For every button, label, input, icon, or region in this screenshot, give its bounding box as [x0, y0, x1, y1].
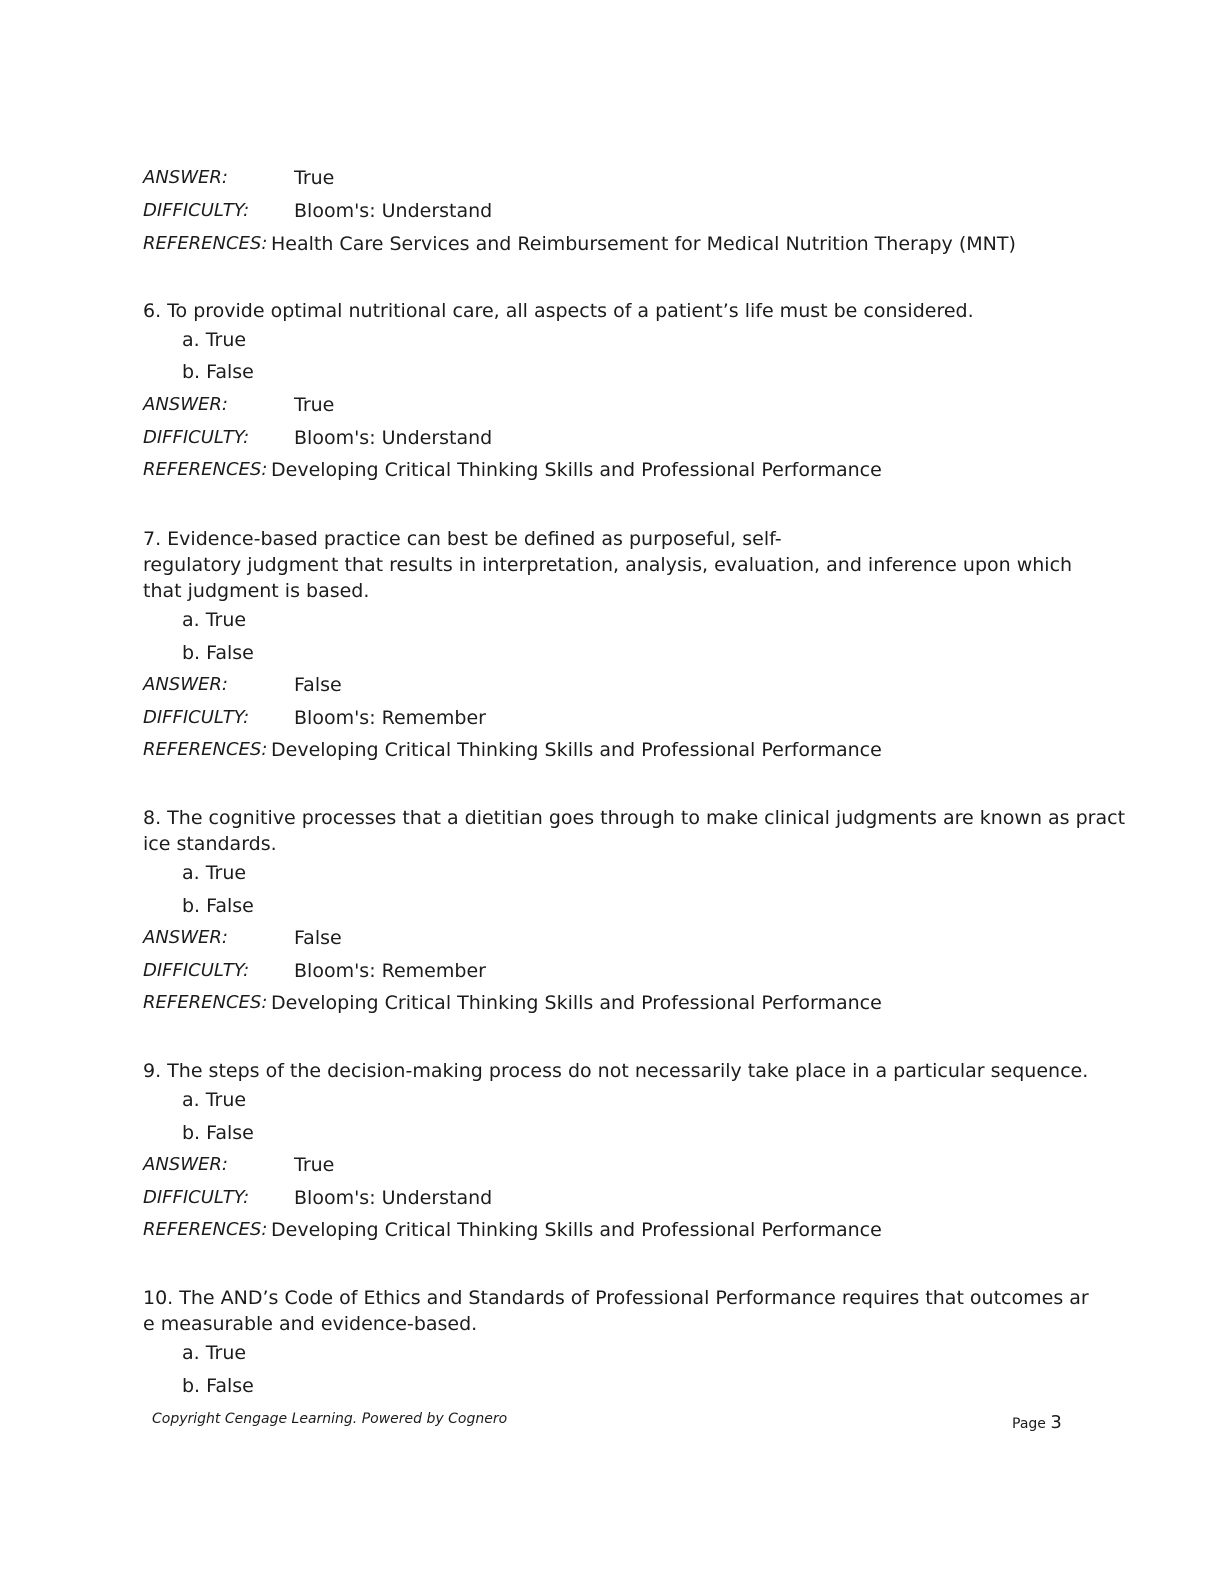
answer-value: True — [294, 1154, 335, 1176]
question-text: ice standards. — [143, 833, 277, 855]
references-value: Developing Critical Thinking Skills and Professional Performance — [271, 1219, 882, 1241]
answer-label: ANSWER: — [143, 394, 228, 415]
answer-value: True — [294, 394, 335, 416]
references-label: REFERENCES: — [143, 459, 268, 480]
answer-label: ANSWER: — [143, 1154, 228, 1175]
question-text: 8. The cognitive processes that a dietitian goes through to make clinical judgments are known as pract — [143, 807, 1126, 829]
page-number: 3 — [1050, 1412, 1062, 1433]
references-value: Developing Critical Thinking Skills and Professional Performance — [271, 992, 882, 1014]
question-text: e measurable and evidence-based. — [143, 1313, 478, 1335]
question-text: 10. The AND’s Code of Ethics and Standards of Professional Performance requires that outcomes ar — [143, 1287, 1089, 1309]
difficulty-value: Bloom's: Understand — [294, 427, 493, 449]
option-b: b. False — [182, 361, 254, 383]
question-text: 7. Evidence-based practice can best be defined as purposeful, self- — [143, 528, 782, 550]
option-a: a. True — [182, 862, 247, 884]
option-b: b. False — [182, 1375, 254, 1397]
difficulty-label: DIFFICULTY: — [143, 200, 250, 221]
option-b: b. False — [182, 1122, 254, 1144]
answer-value: True — [294, 167, 335, 189]
question-text: 6. To provide optimal nutritional care, all aspects of a patient’s life must be considered. — [143, 300, 974, 322]
difficulty-value: Bloom's: Understand — [294, 200, 493, 222]
difficulty-value: Bloom's: Remember — [294, 960, 486, 982]
option-b: b. False — [182, 895, 254, 917]
page-label: Page — [1012, 1416, 1046, 1432]
page-indicator — [1012, 1412, 1062, 1435]
answer-label: ANSWER: — [143, 927, 228, 948]
option-a: a. True — [182, 329, 247, 351]
option-a: a. True — [182, 609, 247, 631]
answer-value: False — [294, 927, 342, 949]
references-label: REFERENCES: — [143, 233, 268, 254]
answer-label: ANSWER: — [143, 674, 228, 695]
references-value: Health Care Services and Reimbursement for Medical Nutrition Therapy (MNT) — [271, 233, 1016, 255]
option-b: b. False — [182, 642, 254, 664]
references-label: REFERENCES: — [143, 992, 268, 1013]
question-text: 9. The steps of the decision-making process do not necessarily take place in a particular sequence. — [143, 1060, 1089, 1082]
option-a: a. True — [182, 1089, 247, 1111]
references-label: REFERENCES: — [143, 1219, 268, 1240]
difficulty-label: DIFFICULTY: — [143, 1187, 250, 1208]
difficulty-label: DIFFICULTY: — [143, 427, 250, 448]
difficulty-value: Bloom's: Remember — [294, 707, 486, 729]
question-text: that judgment is based. — [143, 580, 370, 602]
option-a: a. True — [182, 1342, 247, 1364]
answer-label: ANSWER: — [143, 167, 228, 188]
references-value: Developing Critical Thinking Skills and Professional Performance — [271, 739, 882, 761]
difficulty-label: DIFFICULTY: — [143, 707, 250, 728]
difficulty-label: DIFFICULTY: — [143, 960, 250, 981]
difficulty-value: Bloom's: Understand — [294, 1187, 493, 1209]
answer-value: False — [294, 674, 342, 696]
question-text: regulatory judgment that results in interpretation, analysis, evaluation, and inference upon which — [143, 554, 1073, 576]
references-value: Developing Critical Thinking Skills and Professional Performance — [271, 459, 882, 481]
copyright-footer: Copyright Cengage Learning. Powered by Cognero — [152, 1411, 508, 1427]
references-label: REFERENCES: — [143, 739, 268, 760]
